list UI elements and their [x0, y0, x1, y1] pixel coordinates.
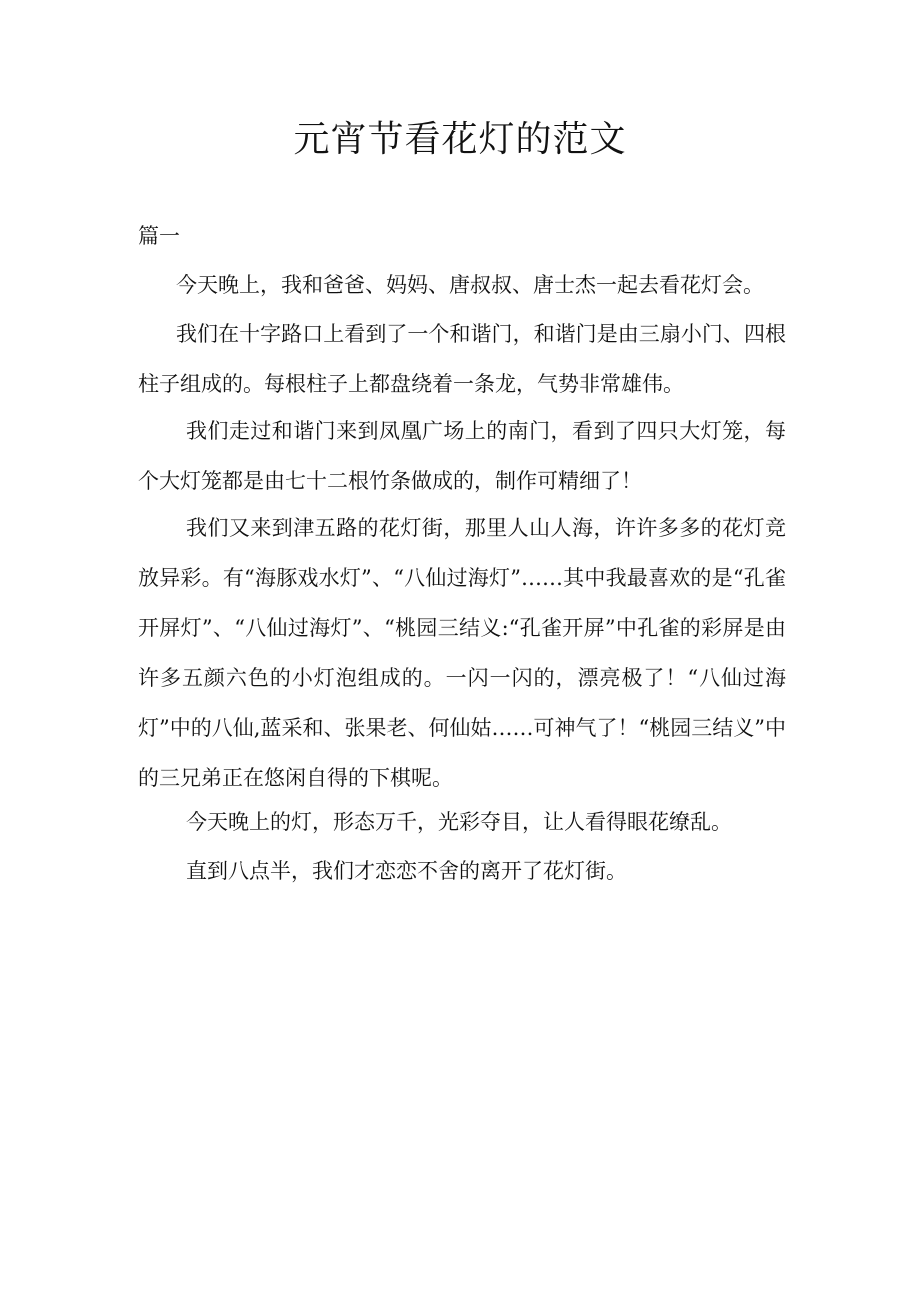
section-label: 篇一	[138, 224, 180, 248]
document-title: 元宵节看花灯的范文	[293, 119, 627, 160]
paragraph-2: 我们在十字路口上看到了一个和谐门，和谐门是由三扇小门、四根柱子组成的。每根柱子上都盘绕着一条龙，气势非常雄伟。	[138, 322, 786, 396]
paragraph-1: 今天晚上，我和爸爸、妈妈、唐叔叔、唐士杰一起去看花灯会。	[176, 273, 764, 297]
paragraph-6: 直到八点半，我们才恋恋不舍的离开了花灯街。	[186, 859, 627, 883]
paragraph-4: 我们又来到津五路的花灯街，那里人山人海，许许多多的花灯竞放异彩。有“海豚戏水灯”、“八仙过海灯”……其中我最喜欢的是“孔雀开屏灯”、“八仙过海灯”、“桃园三结义:“孔雀开屏”中孔雀的彩屏是由许多五颜六色的小灯泡组成的。一闪一闪的，漂亮极了！“八仙过海灯”中的八仙,蓝采和、张果老、何仙姑……可神气了！“桃园三结义”中的三兄弟正在悠闲自得的下棋呢。	[138, 516, 786, 790]
paragraph-3: 我们走过和谐门来到凤凰广场上的南门，看到了四只大灯笼，每个大灯笼都是由七十二根竹条做成的，制作可精细了！	[138, 419, 786, 493]
paragraph-5: 今天晚上的灯，形态万千，光彩夺目，让人看得眼花缭乱。	[186, 810, 732, 834]
